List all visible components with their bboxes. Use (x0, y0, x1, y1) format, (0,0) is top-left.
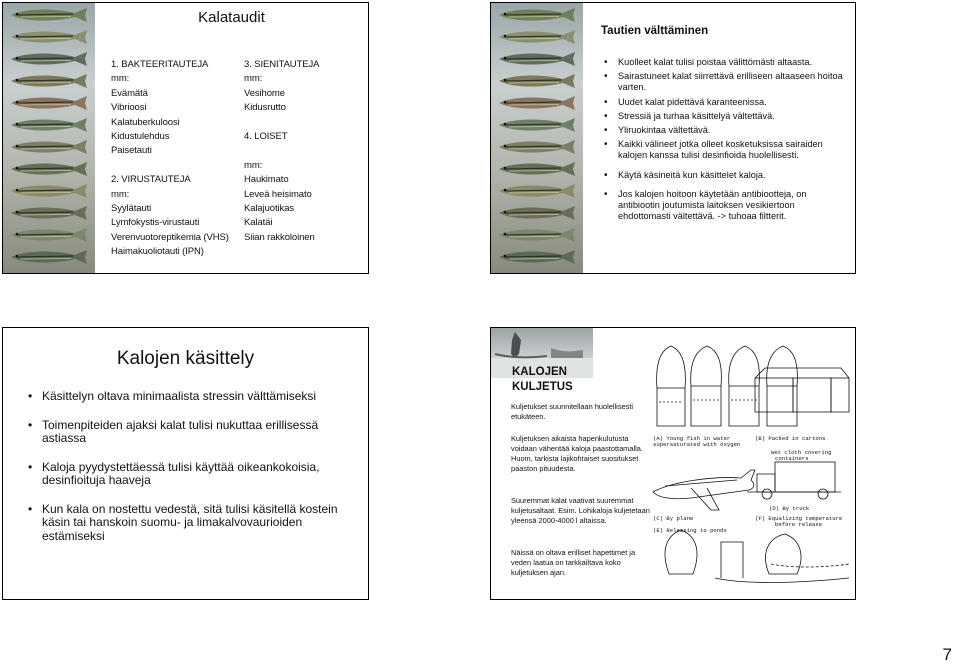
fish-photo-strip (3, 3, 95, 273)
disease-item: 4. LOISET (244, 130, 288, 142)
list-item: • Kaikki välineet jotka olleet kosketuksissa sairaiden kalojen kanssa tulisi desinfioida huolellisesti. (604, 139, 844, 161)
disease-item: Vesihome (244, 87, 285, 99)
slide-title: Kalojen käsittely (116, 348, 255, 369)
diagram-label-d: (D) By truck (769, 505, 810, 512)
disease-item: Kidustulehdus (111, 130, 170, 142)
slide-title: Kalataudit (198, 9, 265, 26)
fish-image (7, 29, 91, 45)
fish-image (495, 7, 579, 23)
disease-item: mm: (244, 159, 263, 171)
fish-image (7, 183, 91, 199)
disease-item: Haimakuoliotauti (IPN) (111, 246, 204, 258)
disease-item: Leveä heisimato (244, 188, 312, 200)
diagram-label-note: Wet cloth covering (771, 449, 832, 456)
list-item: • Käsittelyn oltava minimaalista stressin välttämiseksi (27, 390, 357, 404)
fish-photo-strip (491, 3, 583, 273)
diagram-label-b: (B) Packed in cartons (755, 435, 826, 442)
disease-item: Verenvuotoreptikemia (VHS) (111, 231, 229, 243)
handling-list (27, 390, 357, 558)
fish-image (7, 95, 91, 111)
paragraph: Kuljetuksen aikaista hapenkulutusta voidaan vähentää kaloja paastottamalla. Huom, tarkista lajikohtaiset suositukset paaston pituudesta. (511, 434, 643, 473)
disease-item: Haukimato (244, 174, 289, 186)
disease-item: Kalajuotikas (244, 202, 295, 214)
diagram-label-f: (F) Equalizing temperature (755, 515, 843, 522)
fish-image (495, 161, 579, 177)
diagram-label-a: (A) Young fish in water (653, 435, 731, 442)
list-item: • Stressiä ja turhaa käsittelyä vältettävä. (604, 111, 844, 122)
slide-kalojen-kuljetus (490, 327, 856, 600)
disease-item: mm: (111, 188, 130, 200)
fish-image (7, 51, 91, 67)
list-item: • Käytä käsineitä kun käsittelet kaloja. (604, 170, 844, 181)
fish-image (495, 29, 579, 45)
disease-item (244, 144, 319, 158)
list-item: • Kun kala on nostettu vedestä, sitä tulisi käsitellä kostein käsin tai hanskoin suomu- ja limakalvovaurioiden estämiseksi (27, 503, 357, 544)
fish-image (495, 117, 579, 133)
disease-item: 3. SIENITAUTEJA (244, 59, 320, 70)
list-item: • Kuolleet kalat tulisi poistaa välittömästi altaasta. (604, 57, 844, 68)
disease-item: Evämätä (111, 87, 148, 99)
fish-transport-diagram (651, 342, 853, 590)
svg-text:containers: containers (775, 455, 809, 462)
oxygen-bag (657, 346, 686, 388)
disease-item: Siian rakkoloinen (244, 231, 315, 243)
fish-image (7, 117, 91, 133)
slide-title: KALOJEN KULJETUS (512, 366, 573, 393)
slide-title: Tautien välttäminen (601, 25, 709, 37)
disease-item: mm: (111, 73, 130, 85)
disease-item: mm: (244, 73, 263, 85)
page-number: 7 (942, 645, 952, 664)
paragraph: Näissä on oltava erilliset hapettimet ja veden laatua on tarkkailtava koko kuljetuksen ajan. (511, 548, 636, 577)
fish-image (7, 161, 91, 177)
slide-kalojen-kasittely (2, 327, 369, 600)
svg-text:before release: before release (775, 521, 822, 528)
fish-image (495, 73, 579, 89)
list-item: • Kaloja pyydystettäessä tulisi käyttää oikeankokoisia, desinfioituja haaveja (27, 461, 357, 488)
slide-tautien-valttaminen (490, 2, 856, 274)
disease-item: Paisetauti (111, 145, 152, 157)
svg-text:supersaturated with oxygen: supersaturated with oxygen (653, 441, 741, 448)
fish-image (495, 95, 579, 111)
fish-image (495, 183, 579, 199)
disease-item (244, 116, 319, 130)
fish-image (495, 205, 579, 221)
paragraph: Suuremmat kalat vaativat suuremmat kuljetusaltaat. Esim. Lohikaloja kuljetetaan yleensä 2000-4000 l altaissa. (511, 496, 650, 525)
list-item: • Toimenpiteiden ajaksi kalat tulisi nukuttaa erillisessä astiassa (27, 419, 357, 446)
fish-image (7, 139, 91, 155)
diagram-label-e: (E) Releasing to ponds (653, 527, 727, 534)
fish-image (495, 139, 579, 155)
disease-item: Kalatuberkuloosi (111, 116, 180, 128)
disease-item: 2. VIRUSTAUTEJA (111, 174, 191, 186)
fish-image (495, 227, 579, 243)
disease-item: Lymfokystis-virustauti (111, 217, 200, 229)
diagram-label-c: (C) By plane (653, 515, 694, 522)
list-item: • Sairastuneet kalat siirrettävä erilliseen altaaseen hoitoa varten. (604, 71, 844, 93)
disease-item: Kidusrutto (244, 102, 286, 114)
disease-item: Kalatäi (244, 217, 273, 229)
disease-item: Syylätauti (111, 202, 152, 214)
fish-image (495, 51, 579, 67)
list-item: • Yliruokintaa vältettävä. (604, 125, 844, 136)
paragraph: Kuljetukset suunnitellaan huolellisesti etukäteen. (511, 402, 634, 421)
disease-column-2 (244, 58, 319, 245)
fish-image (495, 249, 579, 265)
prevention-list (604, 57, 844, 225)
disease-column-1 (111, 58, 229, 259)
list-item: • Jos kalojen hoitoon käytetään antibiootteja, on antibiootin joutumista laitoksen vesikiertoon ehdottomasti vältettävä. -> tuhoaa filtterit. (604, 189, 844, 223)
fish-image (7, 7, 91, 23)
disease-item (111, 159, 229, 173)
disease-item: Vibrioosi (111, 102, 147, 114)
disease-item: 1. BAKTEERITAUTEJA (111, 59, 209, 70)
fish-image (7, 249, 91, 265)
slide-kalataudit (2, 2, 369, 274)
fish-image (7, 205, 91, 221)
fish-image (7, 227, 91, 243)
list-item: • Uudet kalat pidettävä karanteenissa. (604, 97, 844, 108)
fish-image (7, 73, 91, 89)
